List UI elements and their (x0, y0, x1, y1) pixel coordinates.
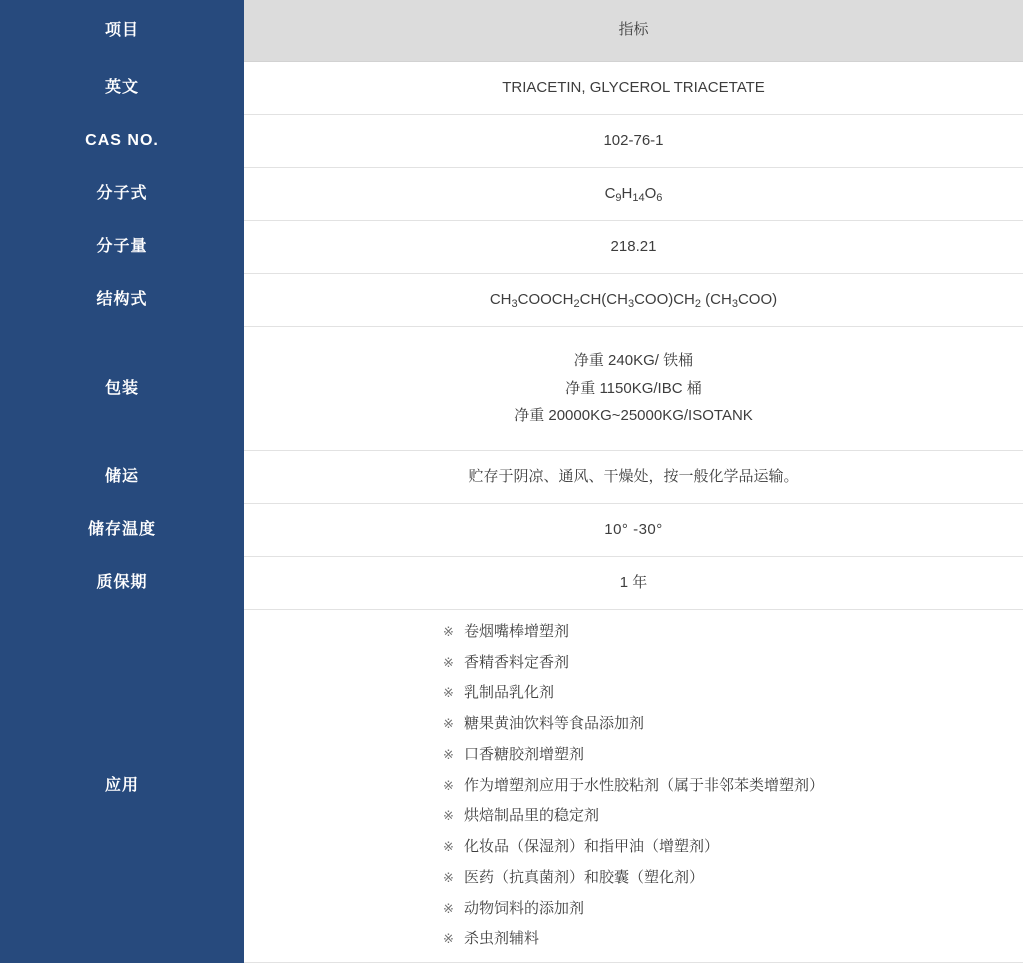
row-label-cas: CAS NO. (0, 115, 244, 168)
row-label-packaging: 包装 (0, 327, 244, 451)
list-item-label: 烘焙制品里的稳定剂 (463, 807, 599, 825)
row-value-structure (244, 274, 1023, 327)
row-value-english: TRIACETIN, GLYCEROL TRIACETATE (244, 62, 1023, 115)
bullet-icon: ※ (443, 931, 454, 947)
row-label-storage-temp: 储存温度 (0, 504, 244, 557)
list-item-label: 口香糖胶剂增塑剂 (463, 745, 584, 763)
packaging-line: 净重 20000KG~25000KG/ISOTANK (514, 407, 753, 425)
table-row-english (0, 62, 1023, 115)
list-item-label: 医药（抗真菌剂）和胶囊（塑化剂） (463, 868, 704, 886)
bullet-icon: ※ (443, 808, 454, 824)
list-item (443, 924, 824, 955)
list-item (443, 648, 824, 679)
bullet-icon: ※ (443, 869, 454, 885)
list-item (443, 801, 824, 832)
row-value-applications (244, 610, 1023, 963)
table-row-formula (0, 168, 1023, 221)
row-label-weight: 分子量 (0, 221, 244, 274)
row-value-storage-transport: 贮存于阴凉、通风、干燥处，按一般化学品运输。 (244, 451, 1023, 504)
row-value-packaging (244, 327, 1023, 451)
structural-formula: $CH_3COOCH_2CH(CH_3COO)CH_2$ $(CH_3COO)$ (489, 290, 778, 310)
row-label-applications: 应用 (0, 610, 244, 963)
list-item-label: 乳制品乳化剂 (463, 684, 554, 702)
list-item (443, 740, 824, 771)
row-label-storage-transport: 储运 (0, 451, 244, 504)
list-item (443, 894, 824, 925)
header-label-index: 指标 (244, 0, 1023, 62)
list-item-label: 化妆品（保湿剂）和指甲油（增塑剂） (463, 838, 719, 856)
packaging-line: 净重 1150KG/IBC 桶 (565, 379, 702, 397)
list-item-label: 动物饲料的添加剂 (463, 899, 584, 917)
table-header-row (0, 0, 1023, 62)
list-item-label: 香精香料定香剂 (463, 653, 569, 671)
row-label-shelf-life: 质保期 (0, 557, 244, 610)
packaging-line: 净重 240KG/ 铁桶 (573, 351, 694, 369)
row-label-formula: 分子式 (0, 168, 244, 221)
bullet-icon: ※ (443, 623, 454, 639)
table-row-storage-temp (0, 504, 1023, 557)
bullet-icon: ※ (443, 900, 454, 916)
bullet-icon: ※ (443, 839, 454, 855)
table-row-packaging (0, 327, 1023, 451)
list-item-label: 杀虫剂辅料 (463, 930, 539, 948)
packaging-lines (244, 347, 1023, 430)
list-item (443, 709, 824, 740)
list-item-label: 卷烟嘴棒增塑剂 (463, 622, 569, 640)
list-item (443, 771, 824, 802)
list-item-label: 作为增塑剂应用于水性胶粘剂（属于非邻苯类增塑剂） (463, 776, 824, 794)
row-value-cas: 102-76-1 (244, 115, 1023, 168)
table-row-storage-transport (0, 451, 1023, 504)
bullet-icon: ※ (443, 685, 454, 701)
list-item (443, 832, 824, 863)
bullet-icon: ※ (443, 654, 454, 670)
table-row-structure (0, 274, 1023, 327)
bullet-icon: ※ (443, 746, 454, 762)
molecular-formula: $C_9H_{14}O_6$ (604, 184, 663, 204)
row-value-shelf-life: 1 年 (244, 557, 1023, 610)
list-item (443, 678, 824, 709)
applications-wrapper (244, 611, 1023, 961)
row-label-english: 英文 (0, 62, 244, 115)
bullet-icon: ※ (443, 716, 454, 732)
application-list (443, 617, 824, 955)
row-label-structure: 结构式 (0, 274, 244, 327)
list-item-label: 糖果黄油饮料等食品添加剂 (463, 715, 644, 733)
row-value-formula (244, 168, 1023, 221)
table-row-cas (0, 115, 1023, 168)
table-row-applications (0, 610, 1023, 963)
table-row-shelf-life (0, 557, 1023, 610)
list-item (443, 863, 824, 894)
row-value-weight: 218.21 (244, 221, 1023, 274)
bullet-icon: ※ (443, 777, 454, 793)
header-label-item: 项目 (0, 0, 244, 62)
list-item (443, 617, 824, 648)
row-value-storage-temp: 10° -30° (244, 504, 1023, 557)
table-row-weight (0, 221, 1023, 274)
